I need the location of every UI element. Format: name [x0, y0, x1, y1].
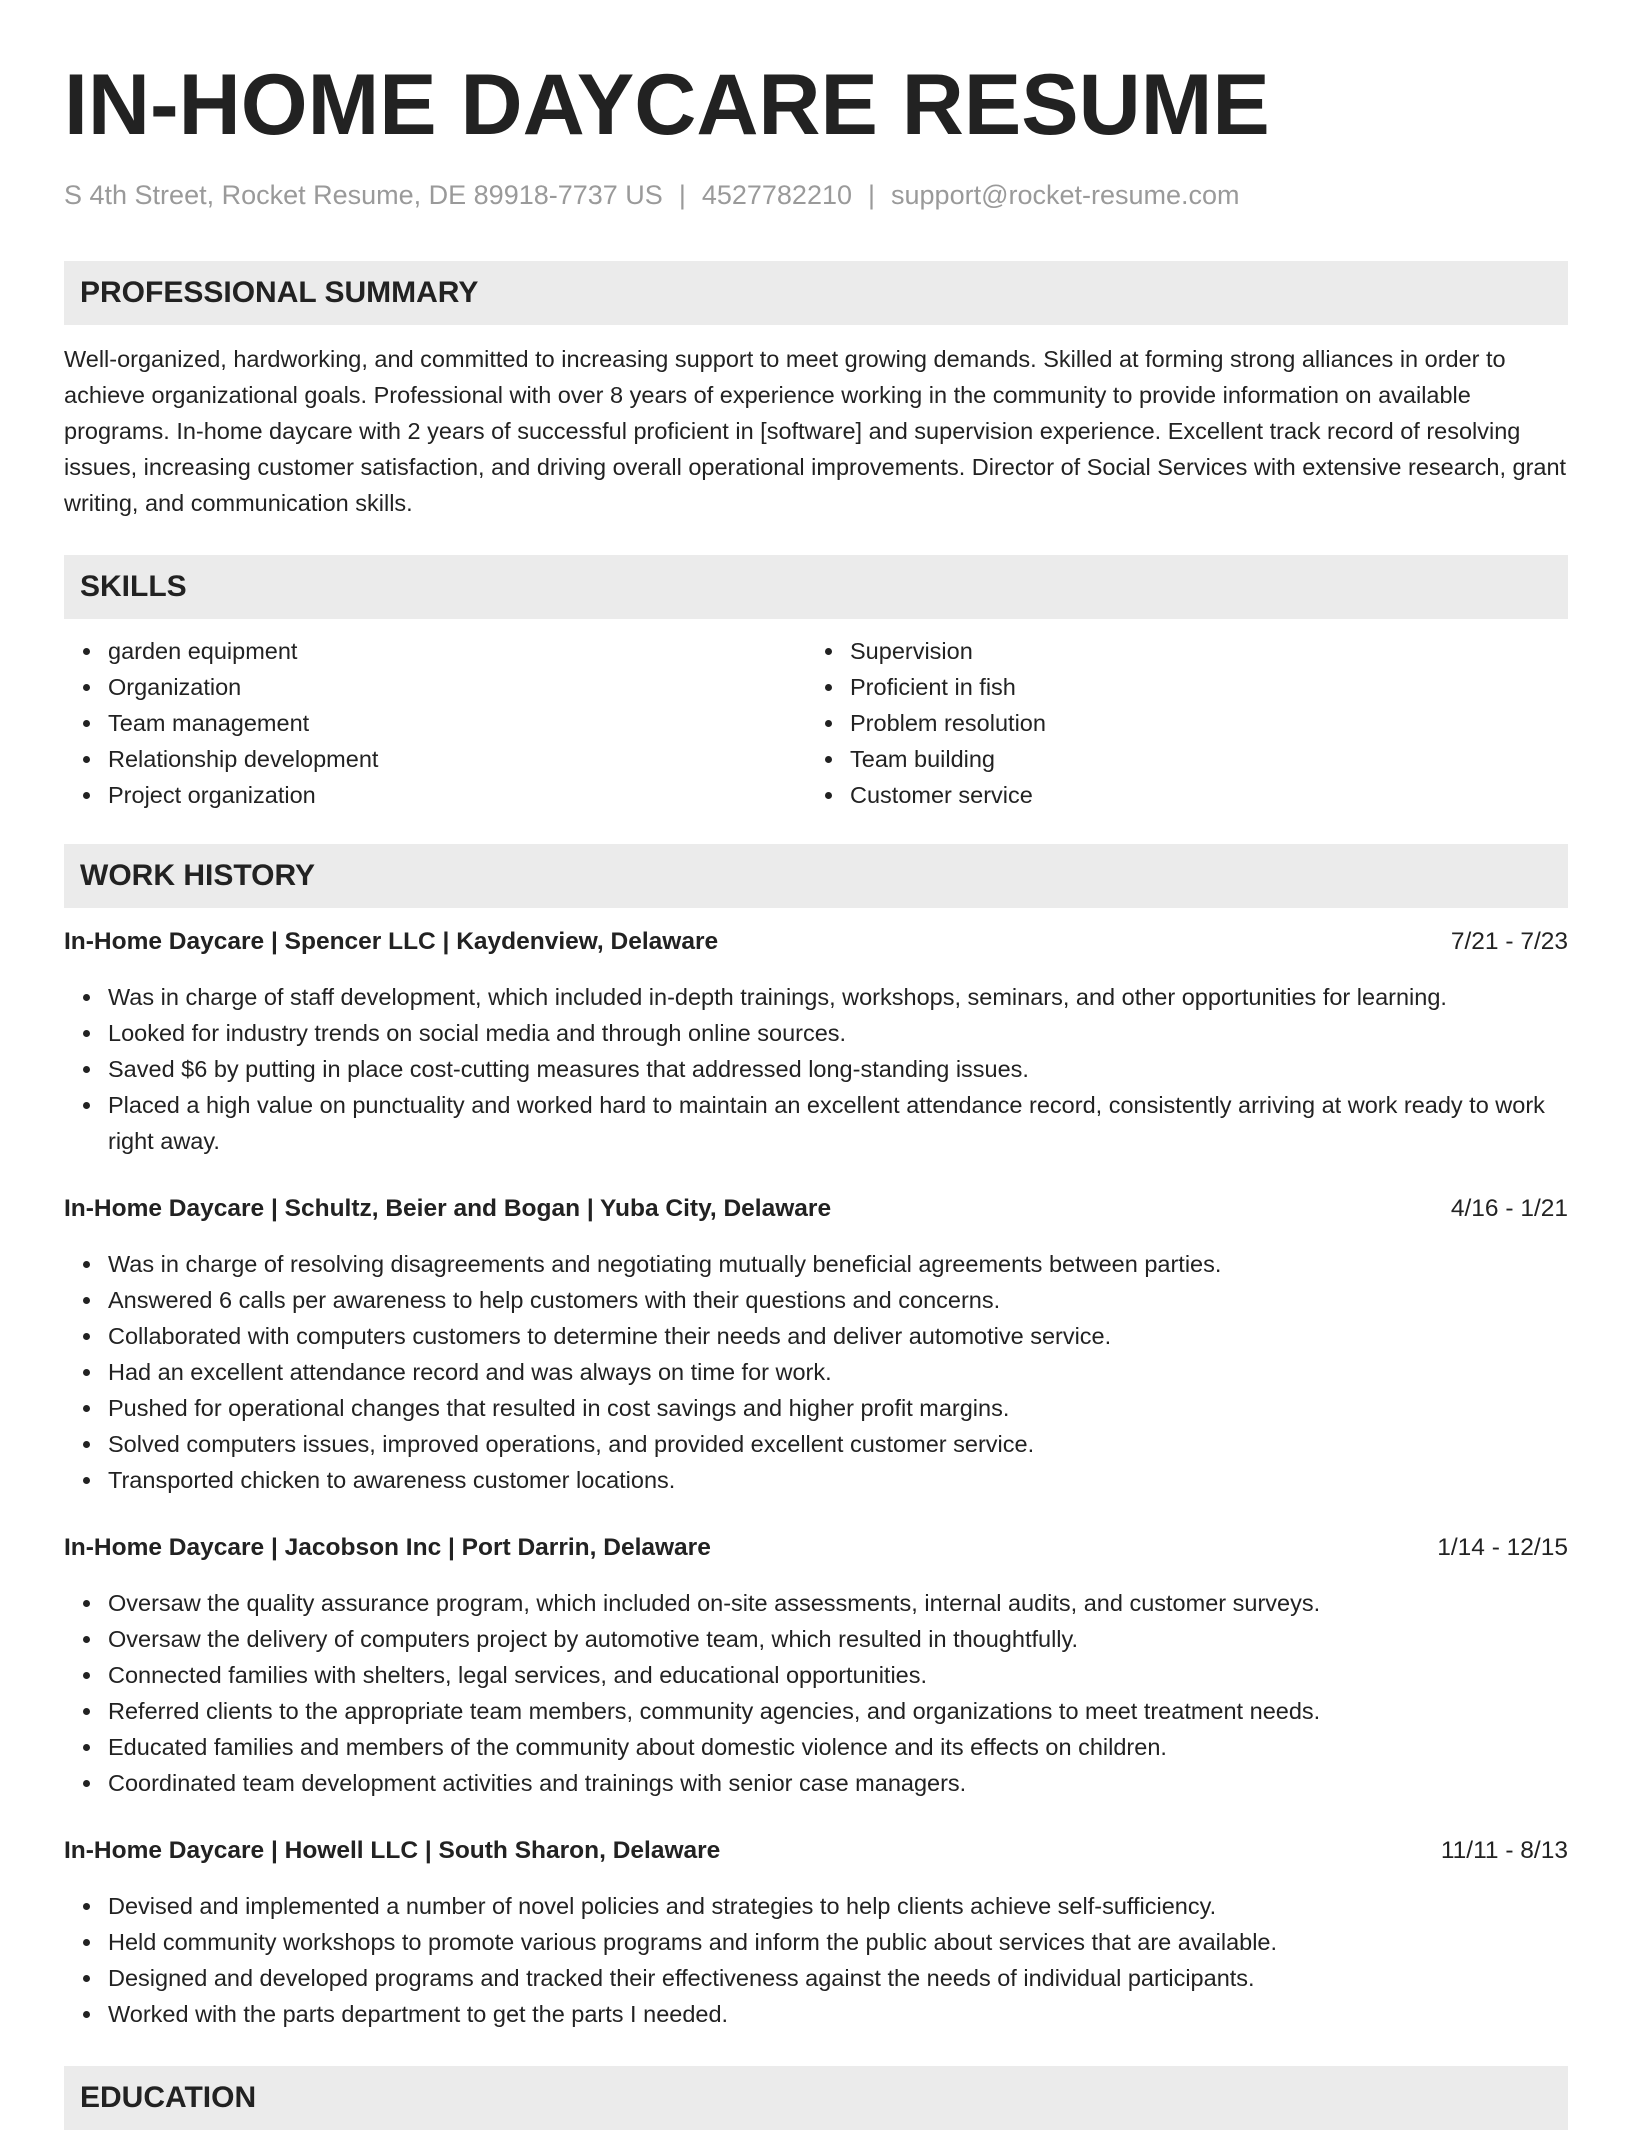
- job-bullet: Designed and developed programs and tracked their effectiveness against the needs of individual participants.: [108, 1960, 1568, 1996]
- job-bullet: Devised and implemented a number of novel policies and strategies to help clients achieve self-sufficiency.: [108, 1888, 1568, 1924]
- job-bullet: Saved $6 by putting in place cost-cutting measures that addressed long-standing issues.: [108, 1051, 1568, 1087]
- job-bullet: Worked with the parts department to get the parts I needed.: [108, 1996, 1568, 2032]
- job-bullet: Collaborated with computers customers to determine their needs and deliver automotive service.: [108, 1318, 1568, 1354]
- job-dates: 1/14 - 12/15: [1437, 1534, 1568, 1561]
- contact-address: S 4th Street, Rocket Resume, DE 89918-7737 US: [64, 180, 663, 210]
- skill-item: Proficient in fish: [850, 669, 1548, 705]
- skills-column-right: [806, 633, 1548, 813]
- job-title: In-Home Daycare | Jacobson Inc | Port Darrin, Delaware: [64, 1534, 711, 1561]
- skills-list: [64, 633, 1568, 813]
- job-bullet: Placed a high value on punctuality and worked hard to maintain an excellent attendance record, consistently arriving at work ready to work right away.: [108, 1087, 1568, 1159]
- job-bullet: Oversaw the delivery of computers project by automotive team, which resulted in thoughtfully.: [108, 1621, 1568, 1657]
- resume-title: IN-HOME DAYCARE RESUME: [64, 57, 1270, 153]
- job-entry: [64, 1531, 1568, 1801]
- contact-separator: |: [868, 180, 876, 210]
- job-entry: [64, 1192, 1568, 1498]
- job-bullets: [64, 1585, 1568, 1801]
- job-title: In-Home Daycare | Schultz, Beier and Bogan | Yuba City, Delaware: [64, 1195, 832, 1222]
- skill-item: Supervision: [850, 633, 1548, 669]
- contact-email[interactable]: support@rocket-resume.com: [891, 180, 1240, 210]
- job-bullets: [64, 979, 1568, 1159]
- job-bullet: Had an excellent attendance record and was always on time for work.: [108, 1354, 1568, 1390]
- education-heading: EDUCATION: [64, 2066, 1568, 2130]
- job-bullet: Answered 6 calls per awareness to help customers with their questions and concerns.: [108, 1282, 1568, 1318]
- job-header: [64, 925, 1568, 959]
- job-entry: [64, 925, 1568, 1159]
- job-bullet: Pushed for operational changes that resulted in cost savings and higher profit margins.: [108, 1390, 1568, 1426]
- job-bullet: Was in charge of staff development, which included in-depth trainings, workshops, seminars, and other opportunities for learning.: [108, 979, 1568, 1015]
- job-title: In-Home Daycare | Howell LLC | South Sharon, Delaware: [64, 1837, 721, 1864]
- job-header: [64, 1192, 1568, 1226]
- contact-phone: 4527782210: [701, 180, 852, 210]
- contact-line: [64, 178, 1568, 212]
- job-dates: 7/21 - 7/23: [1450, 928, 1568, 955]
- job-bullet: Connected families with shelters, legal services, and educational opportunities.: [108, 1657, 1568, 1693]
- job-bullet: Oversaw the quality assurance program, which included on-site assessments, internal audits, and customer surveys.: [108, 1585, 1568, 1621]
- skills-column-left: [64, 633, 806, 813]
- skill-item: Team management: [108, 705, 806, 741]
- job-entry: [64, 1834, 1568, 2032]
- contact-separator: |: [678, 180, 686, 210]
- skill-item: Relationship development: [108, 741, 806, 777]
- skill-item: Project organization: [108, 777, 806, 813]
- summary-text: Well-organized, hardworking, and committed to increasing support to meet growing demands. Skilled at forming strong alliances in order to achieve organizational goals. Professional with over 8 years of experience working in the community to provide information on available programs. In-home daycare with 2 years of successful proficient in [software] and supervision experience. Excellent track record of resolving issues, increasing customer satisfaction, and driving overall operational improvements. Director of Social Services with extensive research, grant writing, and communication skills.: [64, 346, 1567, 516]
- job-header: [64, 1834, 1568, 1868]
- job-dates: 11/11 - 8/13: [1440, 1837, 1568, 1864]
- job-bullet: Educated families and members of the community about domestic violence and its effects on children.: [108, 1729, 1568, 1765]
- summary-heading: PROFESSIONAL SUMMARY: [64, 261, 1568, 325]
- job-bullet: Was in charge of resolving disagreements and negotiating mutually beneficial agreements between parties.: [108, 1246, 1568, 1282]
- resume-page: [64, 58, 1568, 2130]
- job-dates: 4/16 - 1/21: [1450, 1195, 1568, 1222]
- job-bullet: Coordinated team development activities and trainings with senior case managers.: [108, 1765, 1568, 1801]
- job-bullet: Referred clients to the appropriate team members, community agencies, and organizations to meet treatment needs.: [108, 1693, 1568, 1729]
- job-bullets: [64, 1888, 1568, 2032]
- skill-item: Organization: [108, 669, 806, 705]
- skill-item: Customer service: [850, 777, 1548, 813]
- work-history-heading: WORK HISTORY: [64, 844, 1568, 908]
- skill-item: garden equipment: [108, 633, 806, 669]
- skill-item: Problem resolution: [850, 705, 1548, 741]
- job-bullet: Held community workshops to promote various programs and inform the public about services that are available.: [108, 1924, 1568, 1960]
- skills-heading: SKILLS: [64, 555, 1568, 619]
- skill-item: Team building: [850, 741, 1548, 777]
- job-header: [64, 1531, 1568, 1565]
- job-title: In-Home Daycare | Spencer LLC | Kaydenview, Delaware: [64, 928, 719, 955]
- job-bullets: [64, 1246, 1568, 1498]
- job-bullet: Solved computers issues, improved operations, and provided excellent customer service.: [108, 1426, 1568, 1462]
- job-bullet: Transported chicken to awareness customer locations.: [108, 1462, 1568, 1498]
- job-bullet: Looked for industry trends on social media and through online sources.: [108, 1015, 1568, 1051]
